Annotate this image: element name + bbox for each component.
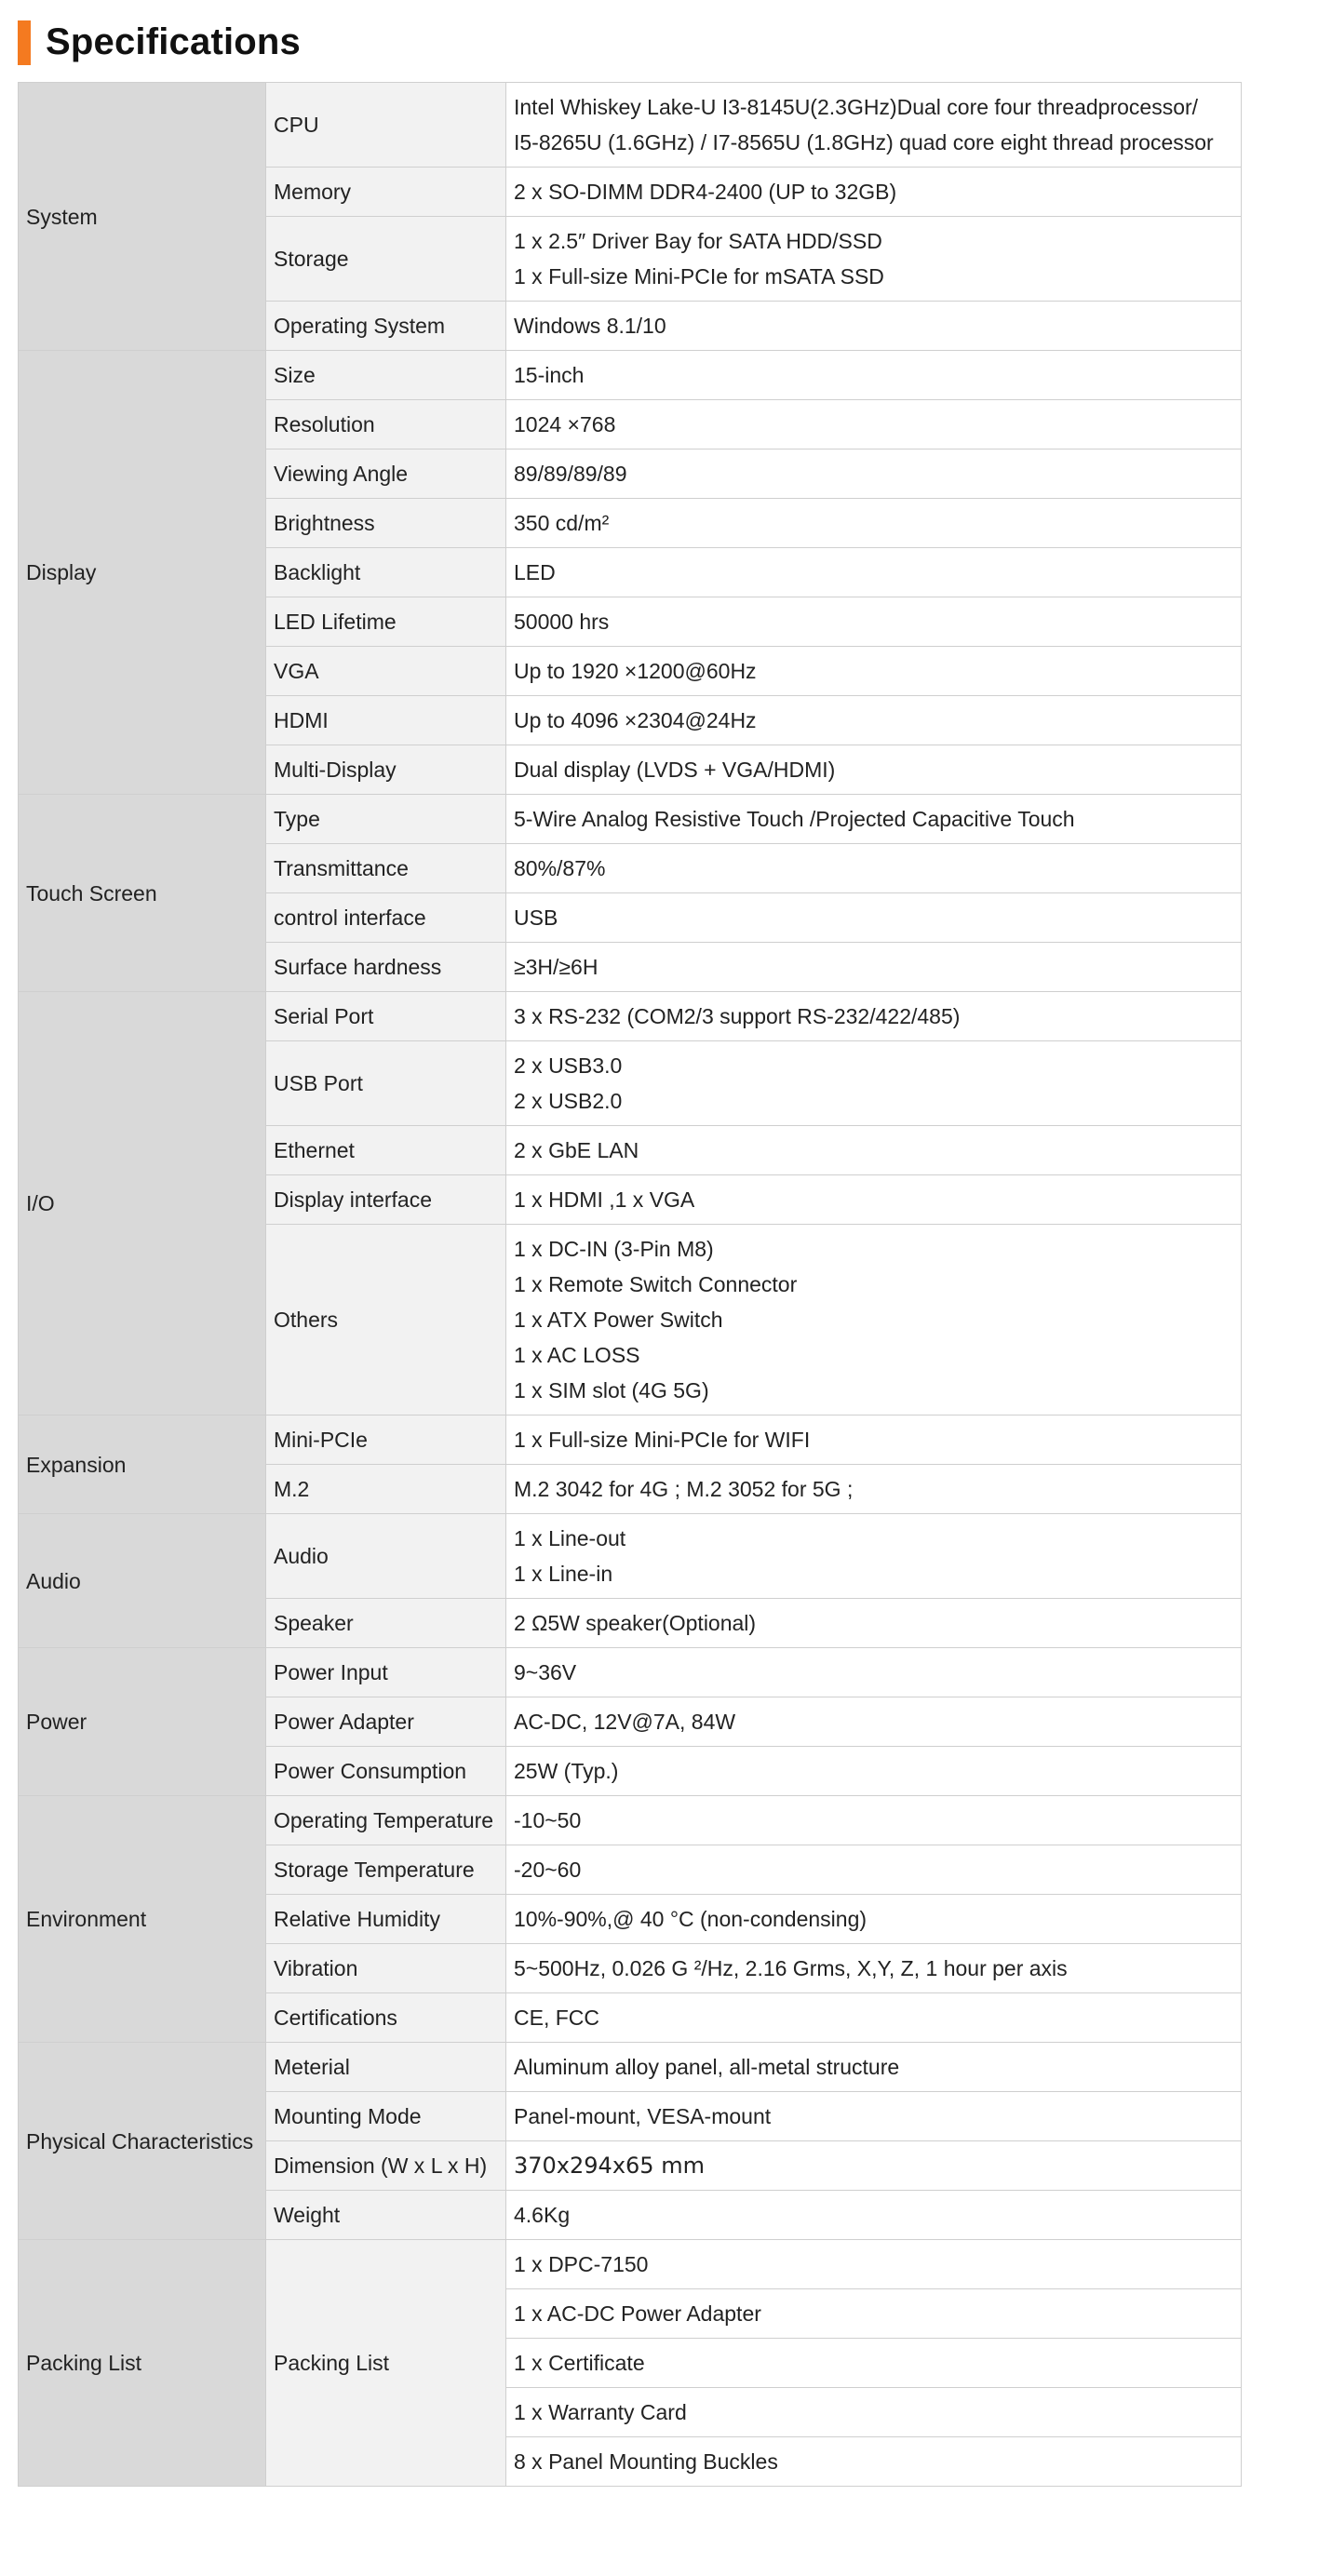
spec-value (506, 499, 1242, 548)
spec-key: USB Port (266, 1041, 506, 1126)
spec-row (19, 992, 1242, 1041)
spec-key: Display interface (266, 1175, 506, 1225)
spec-value-line: LED (514, 560, 556, 584)
spec-key: control interface (266, 893, 506, 943)
spec-row (19, 1648, 1242, 1697)
spec-value-line: 1 x SIM slot (4G 5G) (514, 1378, 709, 1402)
spec-value (506, 548, 1242, 597)
spec-value (506, 1225, 1242, 1415)
spec-value (506, 302, 1242, 351)
spec-key: Storage Temperature (266, 1845, 506, 1895)
spec-category: Display (19, 351, 266, 795)
spec-value-line: -10~50 (514, 1808, 582, 1832)
spec-category: Environment (19, 1796, 266, 2043)
spec-value (506, 943, 1242, 992)
spec-row (19, 2043, 1242, 2092)
spec-row (19, 1415, 1242, 1465)
spec-value-line: Intel Whiskey Lake-U I3-8145U(2.3GHz)Dual core four threadprocessor/ (514, 95, 1199, 119)
spec-key: Mini-PCIe (266, 1415, 506, 1465)
spec-row (19, 1796, 1242, 1845)
spec-value (506, 2191, 1242, 2240)
spec-value (506, 1126, 1242, 1175)
spec-key: Mounting Mode (266, 2092, 506, 2141)
spec-value (506, 1175, 1242, 1225)
spec-value-line: 1 x ATX Power Switch (514, 1308, 723, 1332)
spec-key: Power Adapter (266, 1697, 506, 1747)
spec-key: Viewing Angle (266, 449, 506, 499)
spec-value (506, 351, 1242, 400)
spec-value (506, 2043, 1242, 2092)
spec-value-line: 2 x USB2.0 (514, 1089, 623, 1113)
spec-value-line: 80%/87% (514, 856, 606, 880)
spec-value-line: Panel-mount, VESA-mount (514, 2104, 772, 2128)
spec-value-line: 9~36V (514, 1660, 577, 1684)
spec-value (506, 217, 1242, 302)
spec-value (506, 992, 1242, 1041)
spec-value-line: Up to 4096 ×2304@24Hz (514, 708, 757, 732)
spec-key: Power Input (266, 1648, 506, 1697)
spec-row (19, 795, 1242, 844)
spec-key: Multi-Display (266, 745, 506, 795)
spec-value (506, 1796, 1242, 1845)
spec-value-line: 2 x SO-DIMM DDR4-2400 (UP to 32GB) (514, 180, 897, 204)
spec-category: Audio (19, 1514, 266, 1648)
spec-category: Power (19, 1648, 266, 1796)
spec-value-line: USB (514, 906, 558, 930)
spec-value (506, 1514, 1242, 1599)
spec-key: Speaker (266, 1599, 506, 1648)
spec-value (506, 2141, 1242, 2191)
spec-key: CPU (266, 83, 506, 168)
spec-value (506, 1041, 1242, 1126)
spec-value-line: 1 x 2.5″ Driver Bay for SATA HDD/SSD (514, 229, 882, 253)
spec-value-line: I5-8265U (1.6GHz) / I7-8565U (1.8GHz) quad core eight thread processor (514, 130, 1214, 154)
spec-value-line: 5-Wire Analog Resistive Touch /Projected Capacitive Touch (514, 807, 1075, 831)
spec-row (19, 83, 1242, 168)
spec-key: Transmittance (266, 844, 506, 893)
spec-value (506, 597, 1242, 647)
section-heading (18, 17, 301, 68)
spec-value-line: 1 x Line-out (514, 1526, 626, 1550)
spec-value (506, 2240, 1242, 2289)
spec-value (506, 1845, 1242, 1895)
spec-value (506, 83, 1242, 168)
spec-key: VGA (266, 647, 506, 696)
spec-value (506, 745, 1242, 795)
spec-key: Audio (266, 1514, 506, 1599)
spec-value (506, 893, 1242, 943)
heading-accent-bar (18, 20, 31, 65)
spec-value-line: CE, FCC (514, 2006, 599, 2030)
spec-value-line: M.2 3042 for 4G ; M.2 3052 for 5G ; (514, 1477, 854, 1501)
spec-value-line: 2 Ω5W speaker(Optional) (514, 1611, 757, 1635)
spec-key: Type (266, 795, 506, 844)
spec-value (506, 795, 1242, 844)
spec-value-line: 25W (Typ.) (514, 1759, 619, 1783)
spec-key: Certifications (266, 1993, 506, 2043)
spec-key: Memory (266, 168, 506, 217)
spec-value-line: 89/89/89/89 (514, 462, 627, 486)
spec-value-line: 50000 hrs (514, 610, 610, 634)
spec-category: System (19, 83, 266, 351)
spec-row (19, 351, 1242, 400)
spec-key: Operating Temperature (266, 1796, 506, 1845)
spec-value-line: 2 x USB3.0 (514, 1053, 623, 1078)
spec-value-line: -20~60 (514, 1858, 582, 1882)
spec-value-line: 1 x Remote Switch Connector (514, 1272, 798, 1296)
spec-value-line: 5~500Hz, 0.026 G ²/Hz, 2.16 Grms, X,Y, Z, 1 hour per axis (514, 1956, 1068, 1980)
spec-value (506, 1465, 1242, 1514)
spec-value-line: Up to 1920 ×1200@60Hz (514, 659, 757, 683)
spec-value-line: 1 x AC LOSS (514, 1343, 640, 1367)
spec-key: Storage (266, 217, 506, 302)
spec-value (506, 449, 1242, 499)
spec-value-line: 1 x Certificate (514, 2351, 645, 2375)
spec-value-line: Windows 8.1/10 (514, 314, 666, 338)
spec-key: Surface hardness (266, 943, 506, 992)
spec-key: Weight (266, 2191, 506, 2240)
spec-key: Vibration (266, 1944, 506, 1993)
spec-value (506, 1895, 1242, 1944)
spec-value (506, 400, 1242, 449)
spec-value (506, 1599, 1242, 1648)
spec-value-line: 8 x Panel Mounting Buckles (514, 2449, 778, 2474)
spec-category: Physical Characteristics (19, 2043, 266, 2240)
spec-key: Meterial (266, 2043, 506, 2092)
spec-value-line: 10%-90%,@ 40 °C (non-condensing) (514, 1907, 867, 1931)
spec-key: Dimension (W x L x H) (266, 2141, 506, 2191)
spec-value-line: 1 x Warranty Card (514, 2400, 687, 2424)
spec-key: Operating System (266, 302, 506, 351)
spec-row (19, 2240, 1242, 2289)
spec-value-line: 1 x Full-size Mini-PCIe for mSATA SSD (514, 264, 884, 288)
spec-value (506, 1697, 1242, 1747)
spec-key: Ethernet (266, 1126, 506, 1175)
spec-key: HDMI (266, 696, 506, 745)
spec-value (506, 647, 1242, 696)
spec-value (506, 2437, 1242, 2487)
spec-value-line: AC-DC, 12V@7A, 84W (514, 1710, 736, 1734)
spec-key: Backlight (266, 548, 506, 597)
spec-value-line: 1 x DPC-7150 (514, 2252, 649, 2276)
spec-value (506, 2339, 1242, 2388)
spec-category: Packing List (19, 2240, 266, 2487)
spec-key: Resolution (266, 400, 506, 449)
spec-value-line: 1024 ×768 (514, 412, 616, 436)
spec-key: Relative Humidity (266, 1895, 506, 1944)
spec-value-line: 4.6Kg (514, 2203, 571, 2227)
spec-value-line: 15-inch (514, 363, 585, 387)
spec-category: Touch Screen (19, 795, 266, 992)
spec-value-line: Dual display (LVDS + VGA/HDMI) (514, 758, 836, 782)
spec-row (19, 1514, 1242, 1599)
spec-value-line: 1 x AC-DC Power Adapter (514, 2301, 761, 2326)
spec-value (506, 844, 1242, 893)
spec-category: Expansion (19, 1415, 266, 1514)
spec-key: Packing List (266, 2240, 506, 2487)
spec-value (506, 1944, 1242, 1993)
spec-value-line: 1 x Line-in (514, 1562, 613, 1586)
spec-value (506, 2289, 1242, 2339)
spec-key: Size (266, 351, 506, 400)
spec-value (506, 1993, 1242, 2043)
spec-value-line: Aluminum alloy panel, all-metal structure (514, 2055, 900, 2079)
spec-category: I/O (19, 992, 266, 1415)
spec-value (506, 2388, 1242, 2437)
spec-value-line: ≥3H/≥6H (514, 955, 598, 979)
spec-key: Power Consumption (266, 1747, 506, 1796)
spec-table (18, 82, 1242, 2487)
spec-value-line: 1 x HDMI ,1 x VGA (514, 1187, 695, 1212)
spec-value (506, 168, 1242, 217)
spec-key: M.2 (266, 1465, 506, 1514)
spec-value (506, 1415, 1242, 1465)
spec-value-line: 1 x Full-size Mini-PCIe for WIFI (514, 1428, 811, 1452)
spec-key: LED Lifetime (266, 597, 506, 647)
spec-value (506, 2092, 1242, 2141)
spec-table-body (19, 83, 1242, 2487)
spec-value (506, 1648, 1242, 1697)
spec-value-line: 2 x GbE LAN (514, 1138, 639, 1162)
spec-value (506, 1747, 1242, 1796)
spec-value-line: 1 x DC-IN (3-Pin M8) (514, 1237, 714, 1261)
spec-key: Others (266, 1225, 506, 1415)
spec-key: Serial Port (266, 992, 506, 1041)
spec-value (506, 696, 1242, 745)
spec-value-line: 350 cd/m² (514, 511, 610, 535)
page-title: Specifications (46, 21, 301, 62)
spec-key: Brightness (266, 499, 506, 548)
spec-value-line: 3 x RS-232 (COM2/3 support RS-232/422/485) (514, 1004, 961, 1028)
spec-value-line: 370x294x65 mm (514, 2153, 705, 2179)
